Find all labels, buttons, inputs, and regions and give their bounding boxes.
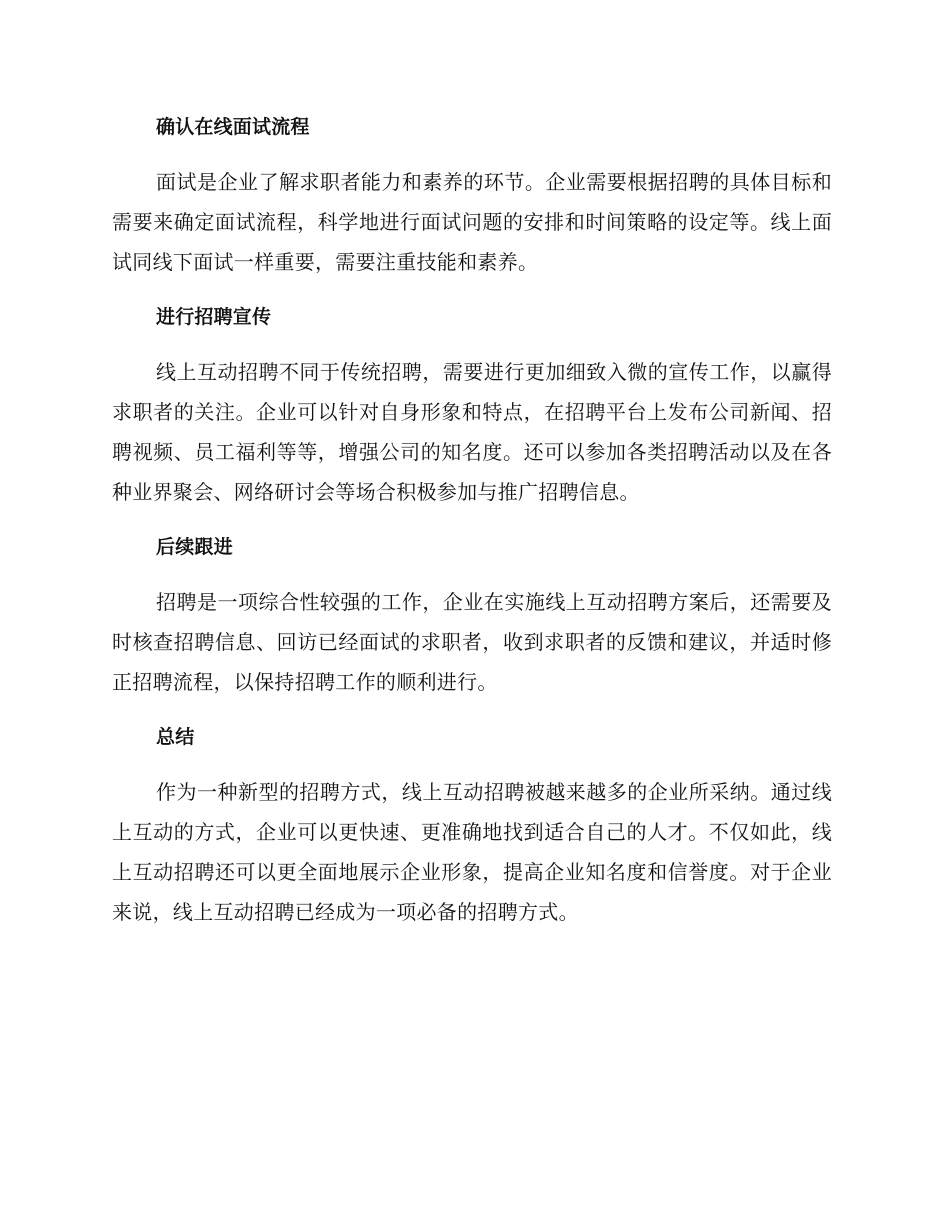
section-recruitment-promotion xyxy=(112,299,832,512)
section-confirm-online-interview xyxy=(112,109,832,282)
section-paragraph: 作为一种新型的招聘方式，线上互动招聘被越来越多的企业所采纳。通过线上互动的方式，企业可以更快速、更准确地找到适合自己的人才。不仅如此，线上互动招聘还可以更全面地展示企业形象，提高企业知名度和信誉度。对于企业来说，线上互动招聘已经成为一项必备的招聘方式。 xyxy=(112,780,832,924)
section-summary xyxy=(112,719,832,932)
section-heading: 后续跟进 xyxy=(156,536,233,558)
section-paragraph: 线上互动招聘不同于传统招聘，需要进行更加细致入微的宣传工作，以赢得求职者的关注。企业可以针对自身形象和特点，在招聘平台上发布公司新闻、招聘视频、员工福利等等，增强公司的知名度。还可以参加各类招聘活动以及在各种业界聚会、网络研讨会等场合积极参加与推广招聘信息。 xyxy=(112,360,832,504)
section-heading: 总结 xyxy=(156,726,195,748)
section-paragraph: 面试是企业了解求职者能力和素养的环节。企业需要根据招聘的具体目标和需要来确定面试流程，科学地进行面试问题的安排和时间策略的设定等。线上面试同线下面试一样重要，需要注重技能和素养。 xyxy=(112,170,832,274)
document-content xyxy=(112,109,832,949)
section-follow-up xyxy=(112,529,832,702)
section-heading: 进行招聘宣传 xyxy=(156,306,272,328)
section-paragraph: 招聘是一项综合性较强的工作，企业在实施线上互动招聘方案后，还需要及时核查招聘信息、回访已经面试的求职者，收到求职者的反馈和建议，并适时修正招聘流程，以保持招聘工作的顺利进行。 xyxy=(112,590,832,694)
section-heading: 确认在线面试流程 xyxy=(156,116,310,138)
